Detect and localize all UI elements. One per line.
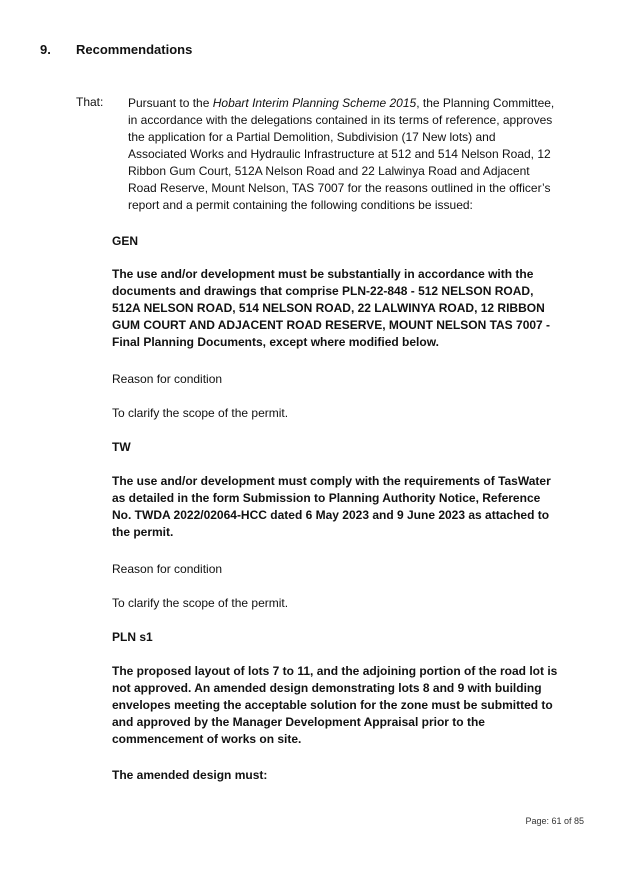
intro-line: the application for a Partial Demolition, Subdivision (17 New lots) and <box>128 130 496 144</box>
intro-line-1 <box>128 95 568 112</box>
condition-line: and approved by the Manager Development Appraisal prior to the <box>112 715 485 729</box>
condition-line: No. TWDA 2022/02064-HCC dated 6 May 2023 and 9 June 2023 as attached to <box>112 508 550 522</box>
condition-line: documents and drawings that comprise PLN-22-848 - 512 NELSON ROAD, <box>112 284 534 298</box>
that-label: That: <box>76 95 104 109</box>
scheme-name: Hobart Interim Planning Scheme 2015 <box>212 96 417 110</box>
condition-text-gen <box>112 266 576 351</box>
page-number: Page: 61 of 85 <box>525 816 584 826</box>
reason-label-gen: Reason for condition <box>112 372 223 386</box>
condition-code-tw: TW <box>112 440 131 454</box>
amended-design-heading: The amended design must: <box>112 768 268 782</box>
condition-text-pln-s1 <box>112 663 576 748</box>
condition-line: envelopes meeting the acceptable solution for the zone must be submitted to <box>112 698 553 712</box>
condition-line: 512A NELSON ROAD, 514 NELSON ROAD, 22 LALWINYA ROAD, 12 RIBBON <box>112 301 545 315</box>
intro-text-pre: Pursuant to the <box>128 96 213 110</box>
reason-text-tw: To clarify the scope of the permit. <box>112 596 289 610</box>
condition-line: Final Planning Documents, except where modified below. <box>112 335 439 349</box>
intro-text-post: , the Planning Committee, <box>416 96 555 110</box>
intro-line: report and a permit containing the following conditions be issued: <box>128 198 473 212</box>
condition-text-tw <box>112 473 576 541</box>
condition-code-pln-s1: PLN s1 <box>112 630 153 644</box>
condition-line: The use and/or development must be substantially in accordance with the <box>112 267 534 281</box>
intro-line: Ribbon Gum Court, 512A Nelson Road and 22 Lalwinya Road and Adjacent <box>128 164 530 178</box>
recommendation-paragraph <box>128 95 568 214</box>
condition-line: not approved. An amended design demonstrating lots 8 and 9 with building <box>112 681 542 695</box>
reason-text-gen: To clarify the scope of the permit. <box>112 406 289 420</box>
condition-line: The proposed layout of lots 7 to 11, and the adjoining portion of the road lot is <box>112 664 558 678</box>
reason-label-tw: Reason for condition <box>112 562 223 576</box>
intro-line: Associated Works and Hydraulic Infrastructure at 512 and 514 Nelson Road, 12 <box>128 147 551 161</box>
condition-code-gen: GEN <box>112 234 139 248</box>
section-title: Recommendations <box>76 42 193 57</box>
section-number: 9. <box>40 42 51 57</box>
condition-line: commencement of works on site. <box>112 732 302 746</box>
condition-line: the permit. <box>112 525 174 539</box>
condition-line: as detailed in the form Submission to Planning Authority Notice, Reference <box>112 491 541 505</box>
intro-line: in accordance with the delegations contained in its terms of reference, approves <box>128 113 553 127</box>
condition-line: GUM COURT AND ADJACENT ROAD RESERVE, MOUNT NELSON TAS 7007 - <box>112 318 551 332</box>
condition-line: The use and/or development must comply with the requirements of TasWater <box>112 474 551 488</box>
intro-line: Road Reserve, Mount Nelson, TAS 7007 for the reasons outlined in the officer’s <box>128 181 551 195</box>
